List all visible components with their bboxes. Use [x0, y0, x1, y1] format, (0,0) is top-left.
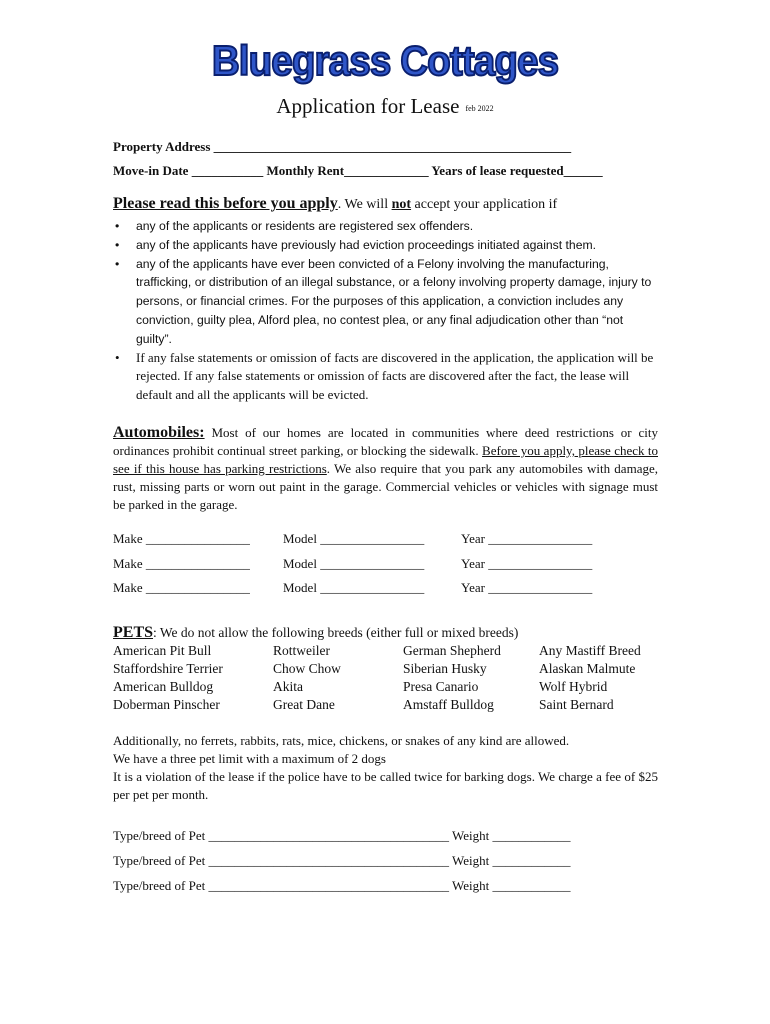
automobiles-text-2: . We also require that you park any automobiles with damage, rust, missing parts or worn out paint in the garage. Commercial vehicles or vehicles with signage must be parked in the garage.: [113, 461, 658, 512]
vehicle-row: [113, 556, 592, 572]
year-field[interactable]: Year ________________: [461, 531, 593, 546]
breed-item: Rottweiler: [273, 643, 330, 658]
breed-item: Siberian Husky: [403, 661, 487, 676]
property-address-field[interactable]: Property Address _______________________________________________________: [113, 139, 572, 154]
revision-date: feb 2022: [465, 103, 494, 113]
model-field[interactable]: Model ________________: [283, 556, 425, 571]
breed-item: Great Dane: [273, 697, 335, 712]
list-item: • If any false statements or omission of facts are discovered in the application, the application will be rejected. If any false statements or omission of facts are discovered after the fact, the lease will default and all the applicants will be evicted.: [113, 349, 658, 405]
breed-item: Alaskan Malmute: [539, 661, 636, 676]
move-in-rent-years-field[interactable]: Move-in Date ___________ Monthly Rent_____________ Years of lease requested______: [113, 163, 603, 178]
breed-item: Presa Canario: [403, 679, 479, 694]
breed-item: Doberman Pinscher: [113, 697, 220, 712]
pets-intro: : We do not allow the following breeds (either full or mixed breeds): [153, 625, 519, 640]
pet-entry-field[interactable]: Type/breed of Pet _____________________________________ Weight ____________: [113, 828, 571, 843]
breed-column: [273, 642, 341, 714]
rules-heading-tail-2: accept your application if: [411, 197, 558, 212]
pet-entry-field[interactable]: Type/breed of Pet _____________________________________ Weight ____________: [113, 853, 571, 868]
make-field[interactable]: Make ________________: [113, 531, 250, 546]
make-field[interactable]: Make ________________: [113, 556, 250, 571]
rules-heading-tail-1: . We will: [337, 197, 392, 212]
breed-item: Saint Bernard: [539, 697, 614, 712]
vehicle-row: [113, 580, 592, 596]
year-field[interactable]: Year ________________: [461, 580, 593, 595]
pet-note-fee: It is a violation of the lease if the police have to be called twice for barking dogs. We charge a fee of $25 per pet per month.: [113, 769, 658, 802]
breed-column: [403, 642, 501, 714]
vehicle-row: [113, 531, 592, 547]
breed-item: German Shepherd: [403, 643, 501, 658]
model-field[interactable]: Model ________________: [283, 531, 425, 546]
automobiles-paragraph: [113, 424, 658, 514]
breed-column: [113, 642, 223, 714]
list-item: • any of the applicants have ever been convicted of a Felony involving the manufacturing, trafficking, or distribution of an illegal substance, or a felony involving property damage, injury to persons, or financial crimes. For the purposes of this application, a conviction includes any conviction, guilty plea, Alford plea, no contest plea, or any final adjudication other than “not guilty”.: [113, 255, 658, 349]
pets-title: PETS: [113, 624, 154, 641]
breed-item: Akita: [273, 679, 303, 694]
rules-heading: [113, 195, 557, 213]
rules-list: [113, 217, 658, 404]
list-item: • any of the applicants have previously had eviction proceedings initiated against them.: [113, 236, 658, 255]
model-field[interactable]: Model ________________: [283, 580, 425, 595]
title-text: Application for Lease: [276, 94, 460, 118]
automobiles-underlined-text: Before you apply, please check to see if this house has parking restrictions: [113, 443, 658, 476]
rules-heading-not: not: [391, 197, 412, 212]
pet-note-additional: Additionally, no ferrets, rabbits, rats, mice, chickens, or snakes of any kind are allowed.: [113, 733, 570, 748]
breed-item: American Pit Bull: [113, 643, 212, 658]
pets-heading: [113, 624, 518, 642]
breed-item: Amstaff Bulldog: [403, 697, 494, 712]
breed-item: American Bulldog: [113, 679, 214, 694]
make-field[interactable]: Make ________________: [113, 580, 250, 595]
breed-item: Any Mastiff Breed: [539, 643, 641, 658]
breed-item: Wolf Hybrid: [539, 679, 608, 694]
pet-entry-field[interactable]: Type/breed of Pet _____________________________________ Weight ____________: [113, 878, 571, 893]
year-field[interactable]: Year ________________: [461, 556, 593, 571]
breed-item: Chow Chow: [273, 661, 341, 676]
list-item: • any of the applicants or residents are registered sex offenders.: [113, 217, 658, 236]
breed-item: Staffordshire Terrier: [113, 661, 223, 676]
automobiles-title: Automobiles:: [113, 424, 205, 441]
pet-note-limit: We have a three pet limit with a maximum of 2 dogs: [113, 751, 386, 766]
document-title: [0, 94, 770, 119]
breed-column: [539, 642, 641, 714]
automobiles-text-1: Most of our homes are located in communities where deed restrictions or city ordinances prohibit continual street parking, or blocking the sidewalk.: [113, 425, 658, 458]
rules-heading-title: Please read this before you apply: [113, 195, 338, 212]
company-logo: Bluegrass Cottages: [211, 37, 559, 84]
